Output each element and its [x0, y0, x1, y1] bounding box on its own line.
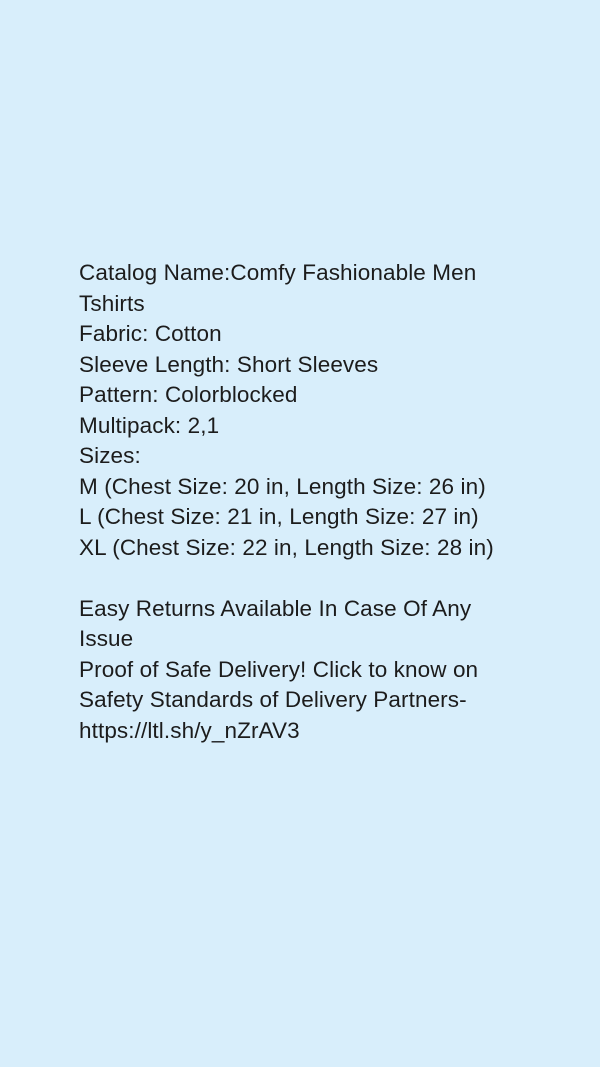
- sizes-heading-line: Sizes:: [79, 443, 141, 468]
- sleeve-length-line: Sleeve Length: Short Sleeves: [79, 351, 379, 377]
- multipack-line: Multipack: 2,1: [79, 412, 220, 438]
- size-xl-line: XL (Chest Size: 22 in, Length Size: 28 in): [79, 534, 494, 560]
- safe-delivery-line: Proof of Safe Delivery! Click to know on Safety Standards of Delivery Partners- https://ltl.sh/y_nZrAV3: [79, 656, 485, 743]
- size-m-line: M (Chest Size: 20 in, Length Size: 26 in): [79, 473, 486, 499]
- catalog-name-line: Catalog Name:Comfy Fashionable Men Tshirts: [79, 260, 483, 316]
- spacer-line: [79, 563, 531, 594]
- size-l-line: L (Chest Size: 21 in, Length Size: 27 in): [79, 504, 479, 529]
- easy-returns-line: Easy Returns Available In Case Of Any Issue: [79, 595, 478, 651]
- pattern-line: Pattern: Colorblocked: [79, 382, 298, 407]
- fabric-line: Fabric: Cotton: [79, 321, 222, 346]
- description-text-block: [79, 258, 531, 746]
